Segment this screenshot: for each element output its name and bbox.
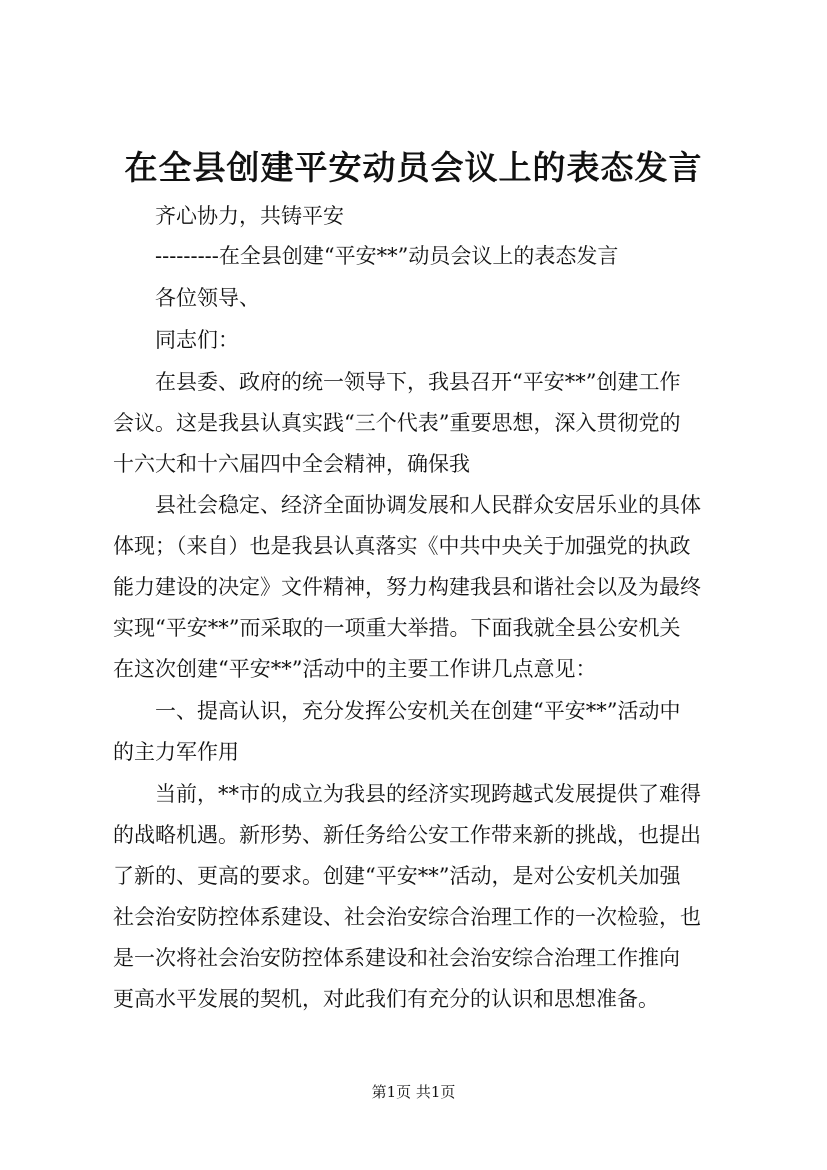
salutation-line: 同志们：	[155, 328, 239, 352]
paragraph-line: 当前，**市的成立为我县的经济实现跨越式发展提供了难得	[155, 782, 701, 806]
paragraph-line: 的战略机遇。新形势、新任务给公安工作带来新的挑战，也提出	[113, 823, 701, 847]
paragraph-line: 更高水平发展的契机，对此我们有充分的认识和思想准备。	[113, 987, 659, 1011]
paragraph-line: 实现“平安**”而采取的一项重大举措。下面我就全县公安机关	[113, 616, 681, 640]
section-heading: 的主力军作用	[113, 740, 239, 764]
paragraph-line: 县社会稳定、经济全面协调发展和人民群众安居乐业的具体	[155, 493, 701, 517]
paragraph-line: 在县委、政府的统一领导下，我县召开“平安**”创建工作	[155, 370, 681, 394]
paragraph-line: 十六大和十六届四中全会精神，确保我	[113, 452, 470, 476]
paragraph-line: 体现；（来自）也是我县认真落实《中共中央关于加强党的执政	[113, 534, 691, 558]
paragraph-line: 会议。这是我县认真实践“三个代表”重要思想，深入贯彻党的	[113, 411, 681, 435]
paragraph-line: 是一次将社会治安防控体系建设和社会治安综合治理工作推向	[113, 946, 680, 970]
paragraph-line: 了新的、更高的要求。创建“平安**”活动，是对公安机关加强	[113, 864, 681, 888]
section-heading: 一、提高认识，充分发挥公安机关在创建“平安**”活动中	[155, 699, 681, 723]
document-title: 在全县创建平安动员会议上的表态发言	[124, 148, 703, 187]
speech-heading: ---------在全县创建“平安**”动员会议上的表态发言	[155, 244, 619, 268]
page-number: 第1页 共1页	[371, 1083, 456, 1101]
paragraph-line: 在这次创建“平安**”活动中的主要工作讲几点意见：	[113, 657, 597, 681]
paragraph-line: 社会治安防控体系建设、社会治安综合治理工作的一次检验，也	[113, 905, 701, 929]
paragraph-line: 能力建设的决定》文件精神，努力构建我县和谐社会以及为最终	[113, 575, 701, 599]
salutation-line: 各位领导、	[155, 286, 260, 310]
subtitle: 齐心协力，共铸平安	[155, 204, 344, 228]
